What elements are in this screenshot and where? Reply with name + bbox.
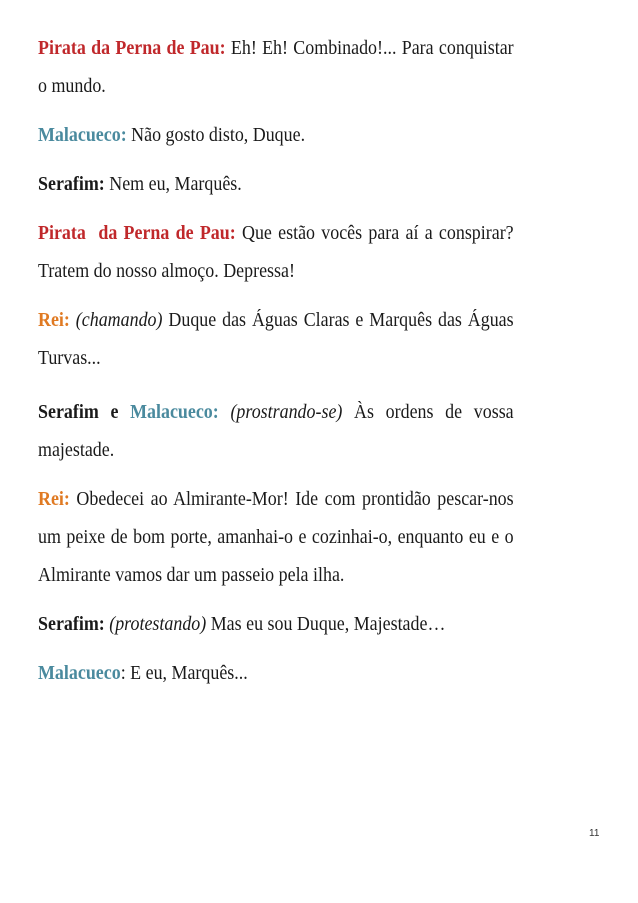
speaker-pirata: Pirata da Perna de Pau: [38,38,226,59]
stage-direction: (protestando) [109,614,207,635]
dialogue-text: Eh! Eh! Combinado!... Para conquistar o mundo. [38,38,514,97]
dialogue-line-7 [38,481,514,595]
dialogue-text: : E eu, Marquês... [120,663,248,684]
dialogue-line-8 [38,606,514,644]
dialogue-text: Obedecei ao Almirante-Mor! Ide com prontidão pescar-nos um peixe de bom porte, amanhai-o e cozinhai-o, enquanto eu e o Almirante vamos dar um passeio pela ilha. [38,489,514,586]
dialogue-line-9 [38,655,514,693]
speaker-rei: Rei: [38,310,70,331]
speaker-serafim: Serafim: [38,614,105,635]
speaker-pirata: Pirata da Perna de Pau: [38,223,236,244]
speaker-serafim: Serafim e [38,402,131,423]
dialogue-line-6 [38,394,514,470]
dialogue-text: Duque das Águas Claras e Marquês das Águas Turvas... [38,310,514,369]
script-page [38,30,514,704]
dialogue-text: Que estão vocês para aí a conspirar? Tratem do nosso almoço. Depressa! [38,223,514,282]
dialogue-text: Às ordens de vossa majestade. [38,402,514,461]
speaker-malacueco: Malacueco [38,663,121,684]
page-number: 11 [589,828,600,839]
speaker-rei: Rei: [38,489,70,510]
stage-direction: (chamando) [75,310,163,331]
speaker-malacueco: Malacueco: [38,125,127,146]
dialogue-line-1 [38,30,514,106]
speaker-serafim: Serafim: [38,174,105,195]
stage-direction: (prostrando-se) [230,402,343,423]
dialogue-line-4 [38,215,514,291]
dialogue-line-2 [38,117,514,155]
dialogue-line-3 [38,166,514,204]
dialogue-text: Não gosto disto, Duque. [126,125,306,146]
dialogue-line-5 [38,302,514,378]
dialogue-text: Mas eu sou Duque, Majestade… [206,614,446,635]
speaker-malacueco: Malacueco: [130,402,219,423]
dialogue-text: Nem eu, Marquês. [104,174,242,195]
